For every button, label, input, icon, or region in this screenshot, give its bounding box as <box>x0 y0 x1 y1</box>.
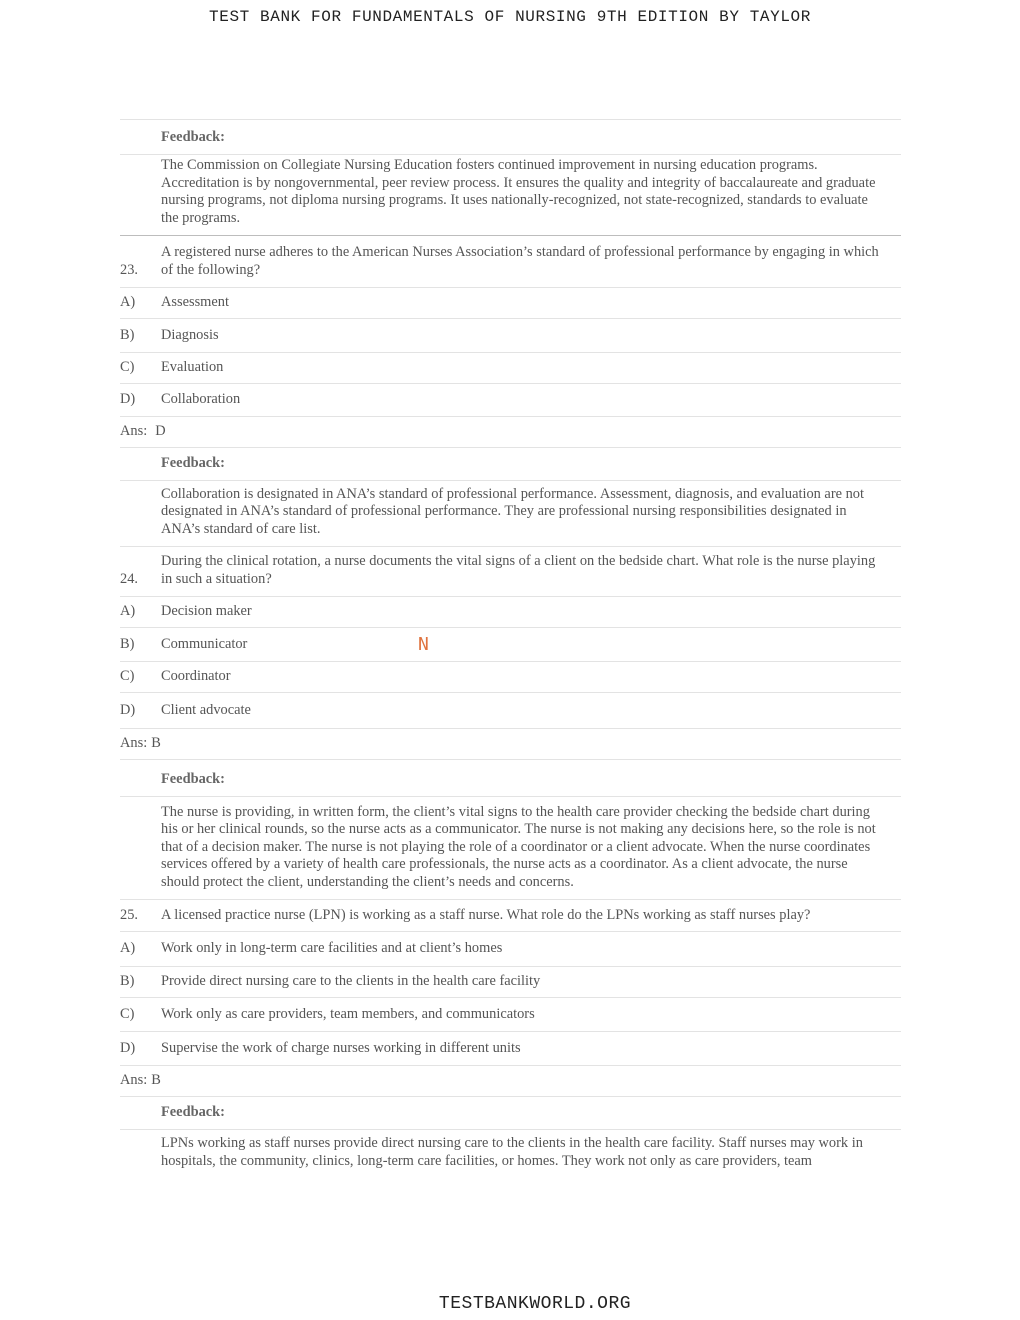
option-letter: C) <box>120 1005 135 1022</box>
question-row <box>120 546 901 596</box>
option-text: Coordinator <box>161 668 231 685</box>
option-text: Collaboration <box>161 391 241 408</box>
feedback-label-row <box>120 759 901 796</box>
question-number: 25. <box>120 906 138 923</box>
option-row <box>120 966 901 997</box>
option-text: Supervise the work of charge nurses working in different units <box>161 1039 521 1056</box>
option-letter: B) <box>120 635 135 652</box>
stray-mark: N <box>418 634 429 655</box>
option-row <box>120 352 901 383</box>
option-letter: A) <box>120 294 136 311</box>
option-letter: D) <box>120 1039 136 1056</box>
option-row <box>120 1031 901 1065</box>
option-text: Provide direct nursing care to the clients in the health care facility <box>161 973 541 990</box>
option-text: Assessment <box>161 294 229 311</box>
option-row <box>120 383 901 416</box>
feedback-label: Feedback: <box>161 454 225 471</box>
option-text: Work only in long-term care facilities and at client’s homes <box>161 940 503 957</box>
option-letter: C) <box>120 359 135 376</box>
answer-label: Ans: <box>120 1072 148 1089</box>
feedback-text-row <box>120 796 901 899</box>
footer-site-name: TESTBANKWORLD.ORG <box>438 1294 632 1314</box>
answer-value: B <box>151 1072 161 1089</box>
feedback-text: The Commission on Collegiate Nursing Education fosters continued improvement in nursing education programs. Accreditation is by nongovernmental, peer review process. It ensures the quality and integrity of baccalaureate and graduate nursing programs, not diploma nursing programs. It uses nationally-recognized, not state-recognized, standards to evaluate the programs. <box>161 157 876 226</box>
feedback-label-row <box>120 447 901 480</box>
option-text: Communicator <box>161 635 248 652</box>
option-row <box>120 318 901 352</box>
question-stem: A licensed practice nurse (LPN) is working as a staff nurse. What role do the LPNs working as staff nurses play? <box>161 906 811 923</box>
question-number: 23. <box>120 261 138 278</box>
feedback-text: The nurse is providing, in written form, the client’s vital signs to the health care provider checking the bedside chart during his or her clinical rounds, so the nurse acts as a communicator. The nurse is not making any decisions here, so the role is not that of a decision maker. The nurse is not playing the role of a coordinator or a client advocate. When the nurse coordinates services offered by a variety of health care professionals, the nurse acts as a coordinator. As a client advocate, the nurse should protect the client, understanding the client’s needs and concerns. <box>161 803 876 890</box>
option-row <box>120 661 901 692</box>
option-text: Work only as care providers, team members, and communicators <box>161 1005 535 1022</box>
question-stem: During the clinical rotation, a nurse documents the vital signs of a client on the bedside chart. What role is the nurse playing in such a situation? <box>161 553 876 587</box>
option-letter: A) <box>120 603 136 620</box>
feedback-label-row <box>120 1096 901 1129</box>
answer-label: Ans: <box>120 423 148 440</box>
question-number: 24. <box>120 570 138 587</box>
option-row <box>120 627 901 661</box>
option-letter: A) <box>120 940 136 957</box>
answer-row <box>120 728 901 759</box>
option-row <box>120 997 901 1031</box>
feedback-text-row <box>120 154 901 236</box>
feedback-label: Feedback: <box>161 128 225 145</box>
answer-row <box>120 1065 901 1096</box>
test-bank-content <box>120 119 901 1173</box>
question-row <box>120 899 901 931</box>
feedback-label-row <box>120 119 901 154</box>
option-row <box>120 287 901 318</box>
document-header-title: TEST BANK FOR FUNDAMENTALS OF NURSING 9TH EDITION BY TAYLOR <box>209 8 811 26</box>
question-stem: A registered nurse adheres to the American Nurses Association’s standard of professional performance by engaging in which of the following? <box>161 244 879 278</box>
feedback-text: LPNs working as staff nurses provide direct nursing care to the clients in the health care facility. Staff nurses may work in hospitals, the community, clinics, long-term care facilities, or homes. They work not only as care providers, team <box>161 1135 863 1169</box>
answer-label: Ans: <box>120 735 148 752</box>
option-text: Evaluation <box>161 359 224 376</box>
feedback-label: Feedback: <box>161 770 225 787</box>
option-letter: B) <box>120 326 135 343</box>
option-text: Decision maker <box>161 603 252 620</box>
answer-value: B <box>151 735 161 752</box>
option-letter: C) <box>120 668 135 685</box>
option-letter: D) <box>120 701 136 718</box>
option-text: Diagnosis <box>161 326 219 343</box>
option-text: Client advocate <box>161 701 251 718</box>
feedback-label: Feedback: <box>161 1103 225 1120</box>
feedback-text: Collaboration is designated in ANA’s standard of professional performance. Assessment, diagnosis, and evaluation are not designated in ANA’s standard of professional performance. They are professional nursing responsibilities designated in ANA’s standard of care list. <box>161 485 864 537</box>
option-row <box>120 692 901 728</box>
option-letter: D) <box>120 391 136 408</box>
option-letter: B) <box>120 973 135 990</box>
question-row <box>120 236 901 287</box>
feedback-text-row <box>120 480 901 546</box>
option-row <box>120 596 901 627</box>
answer-value: D <box>155 423 166 440</box>
feedback-text-row <box>120 1129 901 1173</box>
option-row <box>120 931 901 966</box>
answer-row <box>120 416 901 447</box>
